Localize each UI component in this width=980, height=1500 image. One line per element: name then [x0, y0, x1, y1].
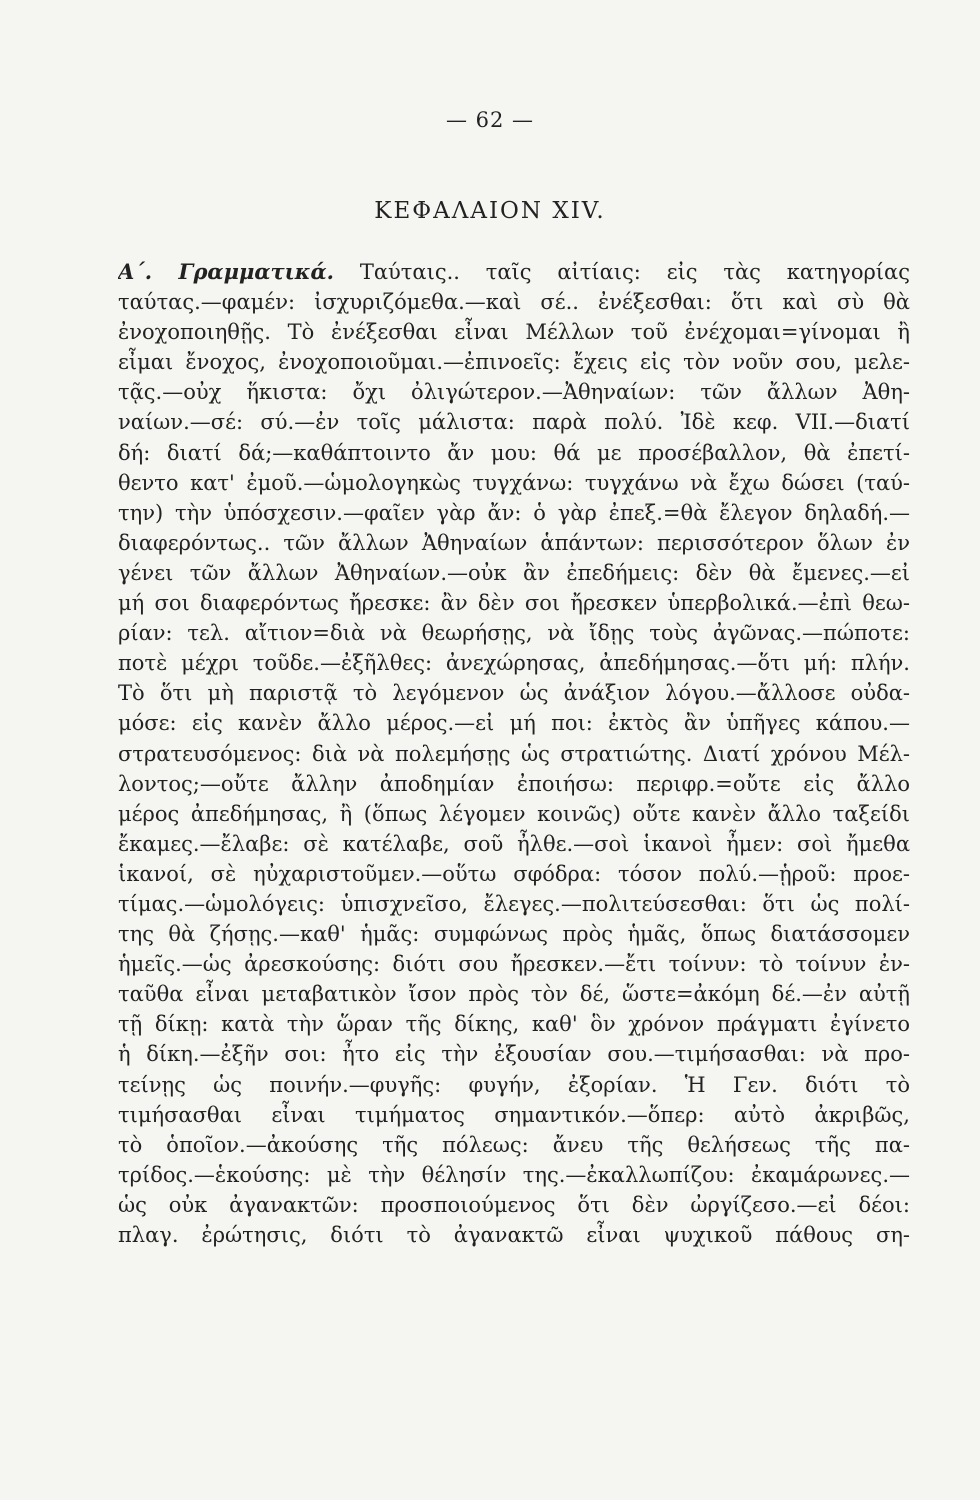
page-number: — 62 — — [445, 108, 535, 132]
text-line: τὸ ὁποῖον.—ἀκούσης τῆς πόλεως: ἄνευ τῆς θελήσεως τῆς πα- — [118, 1132, 910, 1157]
text-line: στρατευσόμενος: διὰ νὰ πολεμήσῃς ὡς στρατιώτης. Διατί χρόνου Μέλ- — [118, 741, 910, 766]
text-line: τρίδος.—ἑκούσης: μὲ τὴν θέλησίν της.—ἐκαλλωπίζου: ἐκαμάρωνες.— — [118, 1162, 910, 1187]
text-line: τῇ δίκῃ: κατὰ τὴν ὥραν τῆς δίκης, καθ' ὃν χρόνον πράγματι ἐγίνετο — [118, 1012, 910, 1037]
text-line: της θὰ ζήσῃς.—καθ' ἡμᾶς: συμφώνως πρὸς ἡμᾶς, ὅπως διατάσσομεν — [118, 922, 910, 947]
text-line: ἡμεῖς.—ὡς ἀρεσκούσης: διότι σου ἤρεσκεν.—ἔτι τοίνυν: τὸ τοίνυν ἐν- — [118, 952, 910, 977]
text-line: τείνῃς ὡς ποινήν.—φυγῆς: φυγήν, ἐξορίαν. Ἡ Γεν. διότι τὸ — [118, 1072, 910, 1097]
text-line: τίμας.—ὡμολόγεις: ὑπισχνεῖσο, ἔλεγες.—πολιτεύσεσθαι: ὅτι ὡς πολί- — [118, 891, 910, 916]
text-line: ρίαν: τελ. αἴτιον=διὰ νὰ θεωρήσῃς, νὰ ἴδῃς τοὺς ἀγῶνας.—πώποτε: — [118, 621, 910, 646]
text-line: μή σοι διαφερόντως ἤρεσκε: ἂν δὲν σοι ἤρεσκεν ὑπερβολικά.—ἐπὶ θεω- — [118, 591, 910, 616]
text-line: δή: διατί δά;—καθάπτοιντο ἄν μου: θά με προσέβαλλον, θὰ ἐπετί- — [118, 440, 910, 465]
text-line: θεντο κατ' ἐμοῦ.—ὡμολογηκὼς τυγχάνω: τυγχάνω νὰ ἔχω δώσει (ταύ- — [118, 470, 910, 495]
commentary-text — [118, 257, 910, 1250]
text-line: μόσε: εἰς κανὲν ἄλλο μέρος.—εἰ μή ποι: ἐκτὸς ἂν ὑπῆγες κάπου.— — [118, 711, 910, 736]
text-line: ἐνοχοποιηθῇς. Τὸ ἐνέξεσθαι εἶναι Μέλλων τοῦ ἐνέχομαι=γίνομαι ἢ — [118, 320, 910, 345]
text-line: ταύτας.—φαμέν: ἰσχυριζόμεθα.—καὶ σέ.. ἐνέξεσθαι: ὅτι καὶ σὺ θὰ — [118, 290, 910, 315]
text-line: την) τὴν ὑπόσχεσιν.—φαῖεν γὰρ ἄν: ὁ γὰρ ἐπεξ.=θὰ ἔλεγον δηλαδή.— — [118, 500, 910, 525]
text-line: λοντος;—οὔτε ἄλλην ἀποδημίαν ἐποιήσω: περιφρ.=οὔτε εἰς ἄλλο — [118, 771, 910, 796]
text-line: ταῦθα εἶναι μεταβατικὸν ἴσον πρὸς τὸν δέ, ὥστε=ἀκόμη δέ.—ἐν αὐτῇ — [118, 982, 910, 1007]
text-line: τιμήσασθαι εἶναι τιμήματος σημαντικόν.—ὅπερ: αὐτὸ ἀκριβῶς, — [118, 1102, 910, 1127]
text-line: ἡ δίκη.—ἐξῆν σοι: ἦτο εἰς τὴν ἐξουσίαν σου.—τιμήσασθαι: νὰ προ- — [118, 1042, 910, 1067]
chapter-title: ΚΕΦΑΛΑΙΟΝ XIV. — [374, 198, 606, 224]
text-line: ἔκαμες.—ἔλαβε: σὲ κατέλαβε, σοῦ ἦλθε.—σοὶ ἱκανοὶ ἦμεν: σοὶ ἤμεθα — [118, 831, 910, 856]
text-line: διαφερόντως.. τῶν ἄλλων Ἀθηναίων ἁπάντων: περισσότερον ὅλων ἐν — [118, 530, 910, 555]
text-line — [118, 257, 910, 287]
text-line: ὡς οὐκ ἀγανακτῶν: προσποιούμενος ὅτι δὲν ὠργίζεσο.—εἰ δέοι: — [118, 1192, 910, 1217]
text-line: Τὸ ὅτι μὴ παριστᾷ τὸ λεγόμενον ὡς ἀνάξιον λόγου.—ἄλλοσε οὐδα- — [118, 681, 910, 706]
text-line: μέρος ἀπεδήμησας, ἢ (ὅπως λέγομεν κοινῶς) οὔτε κανὲν ἄλλο ταξείδι — [118, 801, 910, 826]
text-line: ἱκανοί, σὲ ηὐχαριστοῦμεν.—οὕτω σφόδρα: τόσον πολύ.—ᾑροῦ: προε- — [118, 861, 910, 886]
text-line: εἶμαι ἔνοχος, ἐνοχοποιοῦμαι.—ἐπινοεῖς: ἔχεις εἰς τὸν νοῦν σου, μελε- — [118, 350, 910, 375]
text-line: ναίων.—σέ: σύ.—ἐν τοῖς μάλιστα: παρὰ πολύ. Ἰδὲ κεφ. VII.—διατί — [118, 410, 910, 435]
section-heading: Α΄. Γραμματικά. — [118, 259, 334, 284]
text-line: γένει τῶν ἄλλων Ἀθηναίων.—οὐκ ἂν ἐπεδήμεις: δὲν θὰ ἔμενες.—εἰ — [118, 560, 910, 585]
heading-line-text: Ταύταις.. ταῖς αἰτίαις: εἰς τὰς κατηγορίας — [359, 260, 910, 284]
text-line: ποτὲ μέχρι τοῦδε.—ἐξῆλθες: ἀνεχώρησας, ἀπεδήμησας.—ὅτι μή: πλήν. — [118, 651, 910, 676]
text-line: τᾷς.—οὐχ ἥκιστα: ὄχι ὀλιγώτερον.—Ἀθηναίων: τῶν ἄλλων Ἀθη- — [118, 380, 910, 405]
text-line: πλαγ. ἐρώτησις, διότι τὸ ἀγανακτῶ εἶναι ψυχικοῦ πάθους ση- — [118, 1223, 910, 1247]
